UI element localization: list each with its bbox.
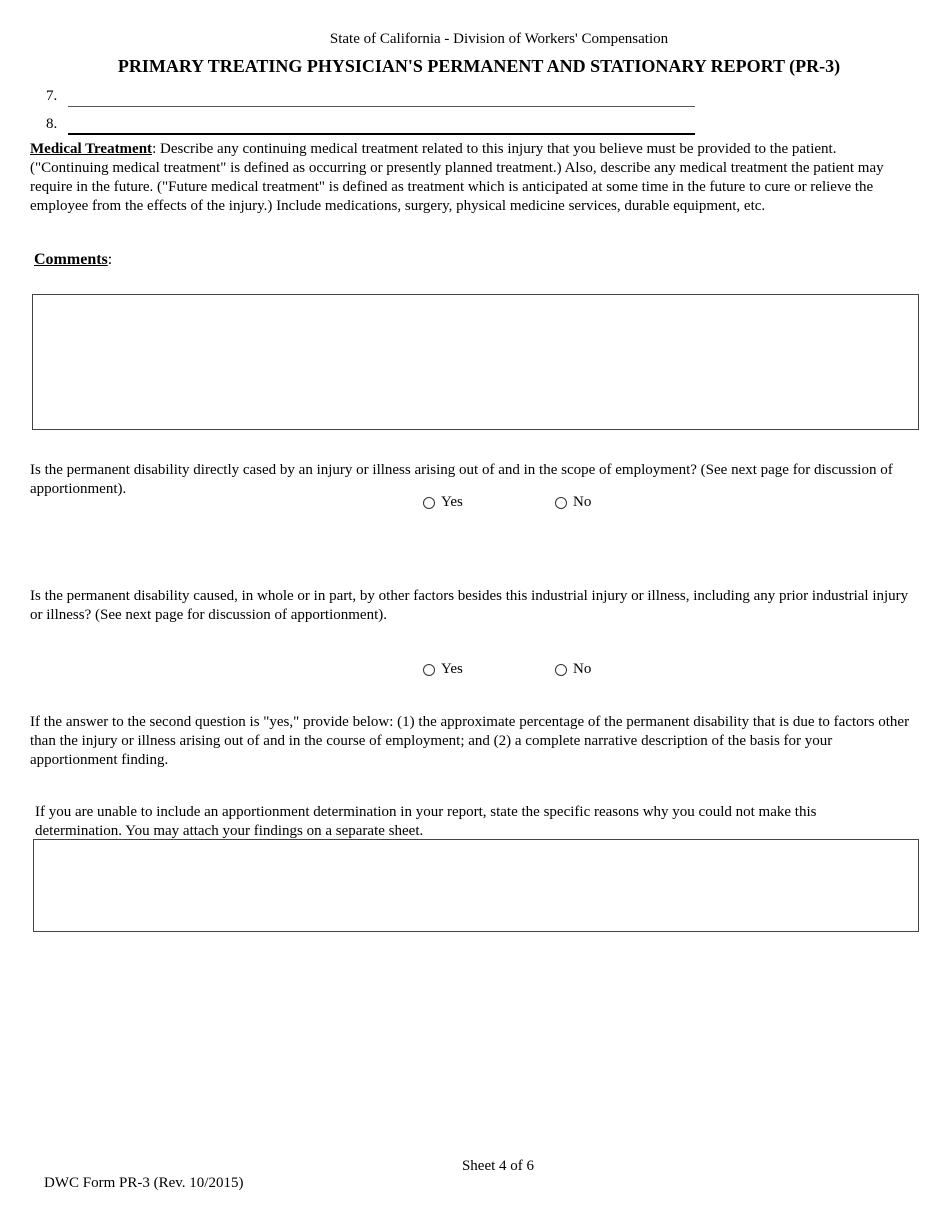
line-8-field[interactable]: [68, 133, 695, 135]
form-title: PRIMARY TREATING PHYSICIAN'S PERMANENT AND STATIONARY REPORT (PR-3): [117, 56, 841, 76]
question2-no-label: No: [573, 661, 592, 677]
line-number-8: 8.: [46, 116, 58, 132]
sheet-number: Sheet 4 of 6: [461, 1158, 535, 1174]
comments-label: Comments: [34, 251, 108, 268]
question1-no-label: No: [573, 494, 592, 510]
unable-to-determine-instruction: If you are unable to include an apportionment determination in your report, state the specific reasons why you could not make this determination. You may attach your findings on a separate sheet.: [35, 804, 817, 839]
question2-text: Is the permanent disability caused, in whole or in part, by other factors besides this industrial injury or illness, including any prior industrial injury or illness? (See next page for discussion of apportionment).: [30, 588, 909, 623]
apportionment-instruction: If the answer to the second question is "yes," provide below: (1) the approximate percentage of the permanent disability that is due to factors other than the injury or illness arising out of and in the course of employment; and (2) a complete narrative description of the basis for your apportionment finding.: [30, 714, 910, 768]
question1-text: Is the permanent disability directly cased by an injury or illness arising out of and in the scope of employment? (See next page for discussion of apportionment).: [30, 462, 893, 497]
question2-no-option[interactable]: [555, 661, 591, 678]
question2-yes-radio[interactable]: [423, 664, 435, 676]
question2-no-radio[interactable]: [555, 664, 567, 676]
question1-no-option[interactable]: [555, 494, 591, 511]
question1-yes-option[interactable]: [423, 494, 463, 511]
question2-yes-label: Yes: [441, 661, 463, 677]
line-7-field[interactable]: [68, 106, 695, 107]
question2-yes-option[interactable]: [423, 661, 463, 678]
form-id: DWC Form PR-3 (Rev. 10/2015): [44, 1175, 244, 1191]
line-number-7: 7.: [46, 88, 58, 104]
apportionment-textarea[interactable]: [33, 839, 919, 932]
medical-treatment-text: : Describe any continuing medical treatment related to this injury that you believe must be provided to the patient. ("Continuing medical treatment" is defined as occurring or presently planned treatment.) Also, describe any medical treatment the patient may require in the future. ("Future medical treatment" is defined as treatment which is anticipated at some time in the future to cure or relieve the employee from the effects of the injury.) Include medications, surgery, physical medicine services, durable equipment, etc.: [30, 141, 884, 214]
comments-colon: :: [107, 251, 113, 268]
question1-yes-label: Yes: [441, 494, 463, 510]
comments-label-row: [34, 251, 112, 269]
medical-treatment-heading: Medical Treatment: [30, 141, 153, 157]
agency-header: State of California - Division of Workers' Compensation: [329, 31, 669, 47]
comments-textarea[interactable]: [32, 294, 919, 430]
question1-yes-radio[interactable]: [423, 497, 435, 509]
medical-treatment-paragraph: [30, 140, 910, 216]
question1-no-radio[interactable]: [555, 497, 567, 509]
